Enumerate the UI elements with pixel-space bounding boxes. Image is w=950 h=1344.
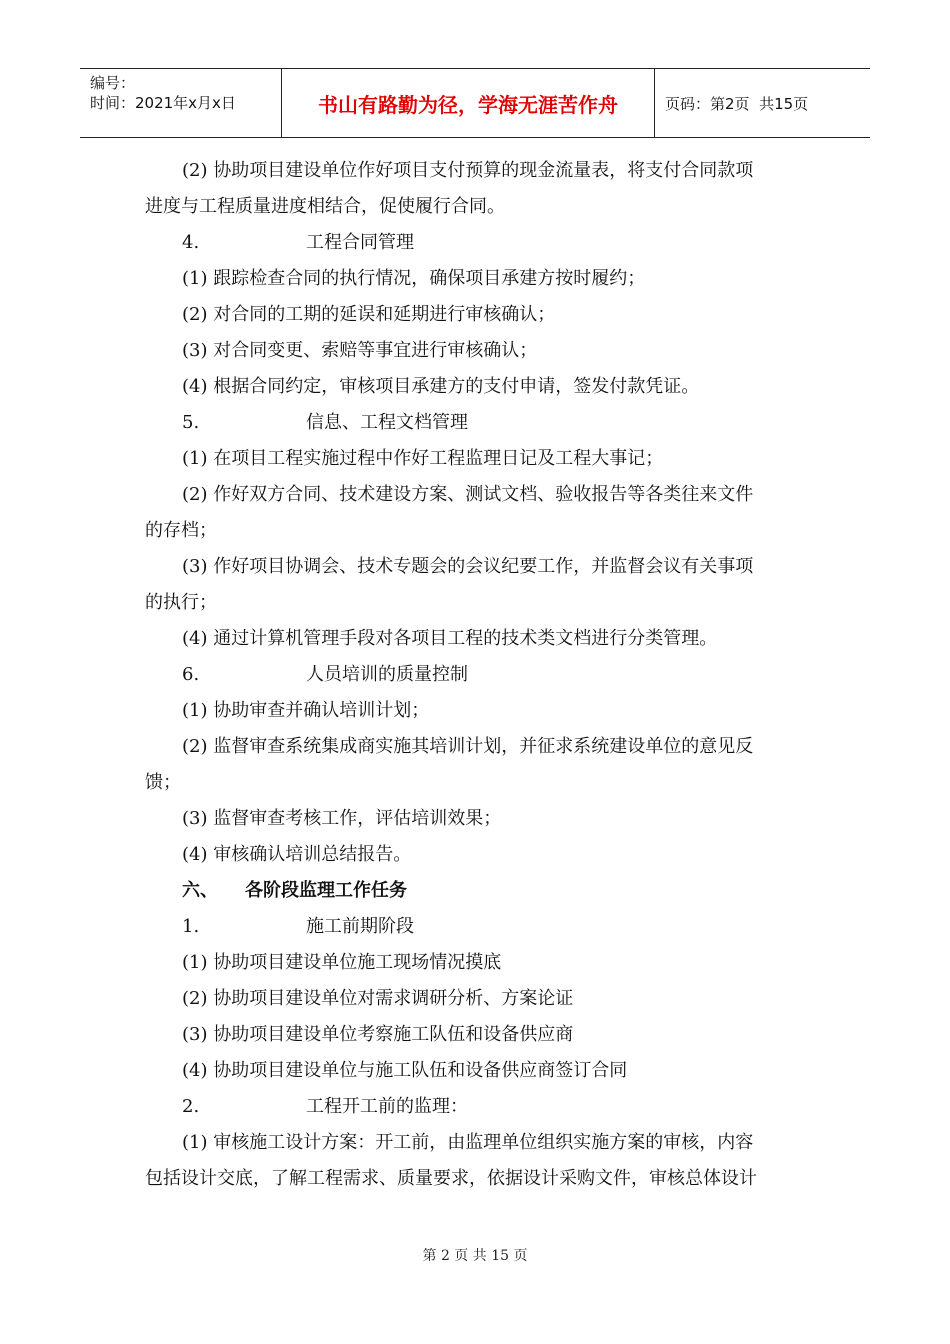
paragraph-line: (4) 审核确认培训总结报告。 [182, 844, 412, 865]
heading-number: 5. [182, 412, 200, 433]
paragraph-line: (1) 在项目工程实施过程中作好工程监理日记及工程大事记； [182, 448, 664, 469]
header-page-info: 页码：第2页 共15页 [665, 94, 809, 113]
section-heading [145, 873, 810, 909]
paragraph-line: (3) 对合同变更、索赔等事宜进行审核确认； [182, 340, 538, 361]
paragraph-continuation: 进度与工程质量进度相结合，促使履行合同。 [145, 196, 505, 217]
paragraph-line: (4) 协助项目建设单位与施工队伍和设备供应商签订合同 [182, 1060, 628, 1081]
paragraph-line: (2) 协助项目建设单位作好项目支付预算的现金流量表，将支付合同款项 [182, 160, 754, 181]
heading-number: 4. [182, 232, 200, 253]
paragraph-line: (4) 通过计算机管理手段对各项目工程的技术类文档进行分类管理。 [182, 628, 718, 649]
paragraph-continuation: 的执行； [145, 592, 217, 613]
paragraph-continuation: 馈； [145, 772, 181, 793]
heading-text: 信息、工程文档管理 [306, 412, 468, 433]
subsection-heading [145, 405, 810, 441]
header-meta [80, 69, 282, 137]
paragraph-line: (2) 作好双方合同、技术建设方案、测试文档、验收报告等各类往来文件 [182, 484, 754, 505]
header-motto: 书山有路勤为径，学海无涯苦作舟 [282, 69, 655, 137]
paragraph-line: (2) 对合同的工期的延误和延期进行审核确认； [182, 304, 556, 325]
paragraph-line: (2) 监督审查系统集成商实施其培训计划，并征求系统建设单位的意见反 [182, 736, 754, 757]
paragraph-line: (3) 协助项目建设单位考察施工队伍和设备供应商 [182, 1024, 574, 1045]
paragraph-continuation: 包括设计交底，了解工程需求、质量要求，依据设计采购文件，审核总体设计 [145, 1168, 757, 1189]
heading-text: 施工前期阶段 [306, 916, 414, 937]
document-time-label: 时间：2021年x月x日 [90, 94, 236, 112]
heading-number: 六、 [182, 880, 218, 901]
subsection-heading [145, 1089, 810, 1125]
heading-text: 各阶段监理工作任务 [245, 880, 407, 901]
document-body [145, 153, 810, 1197]
paragraph-line: (1) 跟踪检查合同的执行情况，确保项目承建方按时履约； [182, 268, 646, 289]
subsection-heading [145, 909, 810, 945]
heading-number: 6. [182, 664, 200, 685]
heading-text: 工程合同管理 [306, 232, 414, 253]
paragraph-line: (3) 监督审查考核工作，评估培训效果； [182, 808, 502, 829]
heading-number: 2. [182, 1096, 200, 1117]
heading-text: 人员培训的质量控制 [306, 664, 468, 685]
subsection-heading [145, 657, 810, 693]
subsection-heading [145, 225, 810, 261]
page-header [80, 68, 870, 138]
paragraph-line: (1) 审核施工设计方案：开工前，由监理单位组织实施方案的审核，内容 [182, 1132, 754, 1153]
paragraph-continuation: 的存档； [145, 520, 217, 541]
paragraph-line: (2) 协助项目建设单位对需求调研分析、方案论证 [182, 988, 574, 1009]
paragraph-line: (4) 根据合同约定，审核项目承建方的支付申请，签发付款凭证。 [182, 376, 700, 397]
paragraph-line: (1) 协助审查并确认培训计划； [182, 700, 430, 721]
heading-number: 1. [182, 916, 200, 937]
heading-text: 工程开工前的监理： [306, 1096, 468, 1117]
page-footer: 第 2 页 共 15 页 [422, 1248, 528, 1264]
document-number-label: 编号： [90, 74, 136, 92]
paragraph-line: (3) 作好项目协调会、技术专题会的会议纪要工作，并监督会议有关事项 [182, 556, 754, 577]
paragraph-line: (1) 协助项目建设单位施工现场情况摸底 [182, 952, 502, 973]
